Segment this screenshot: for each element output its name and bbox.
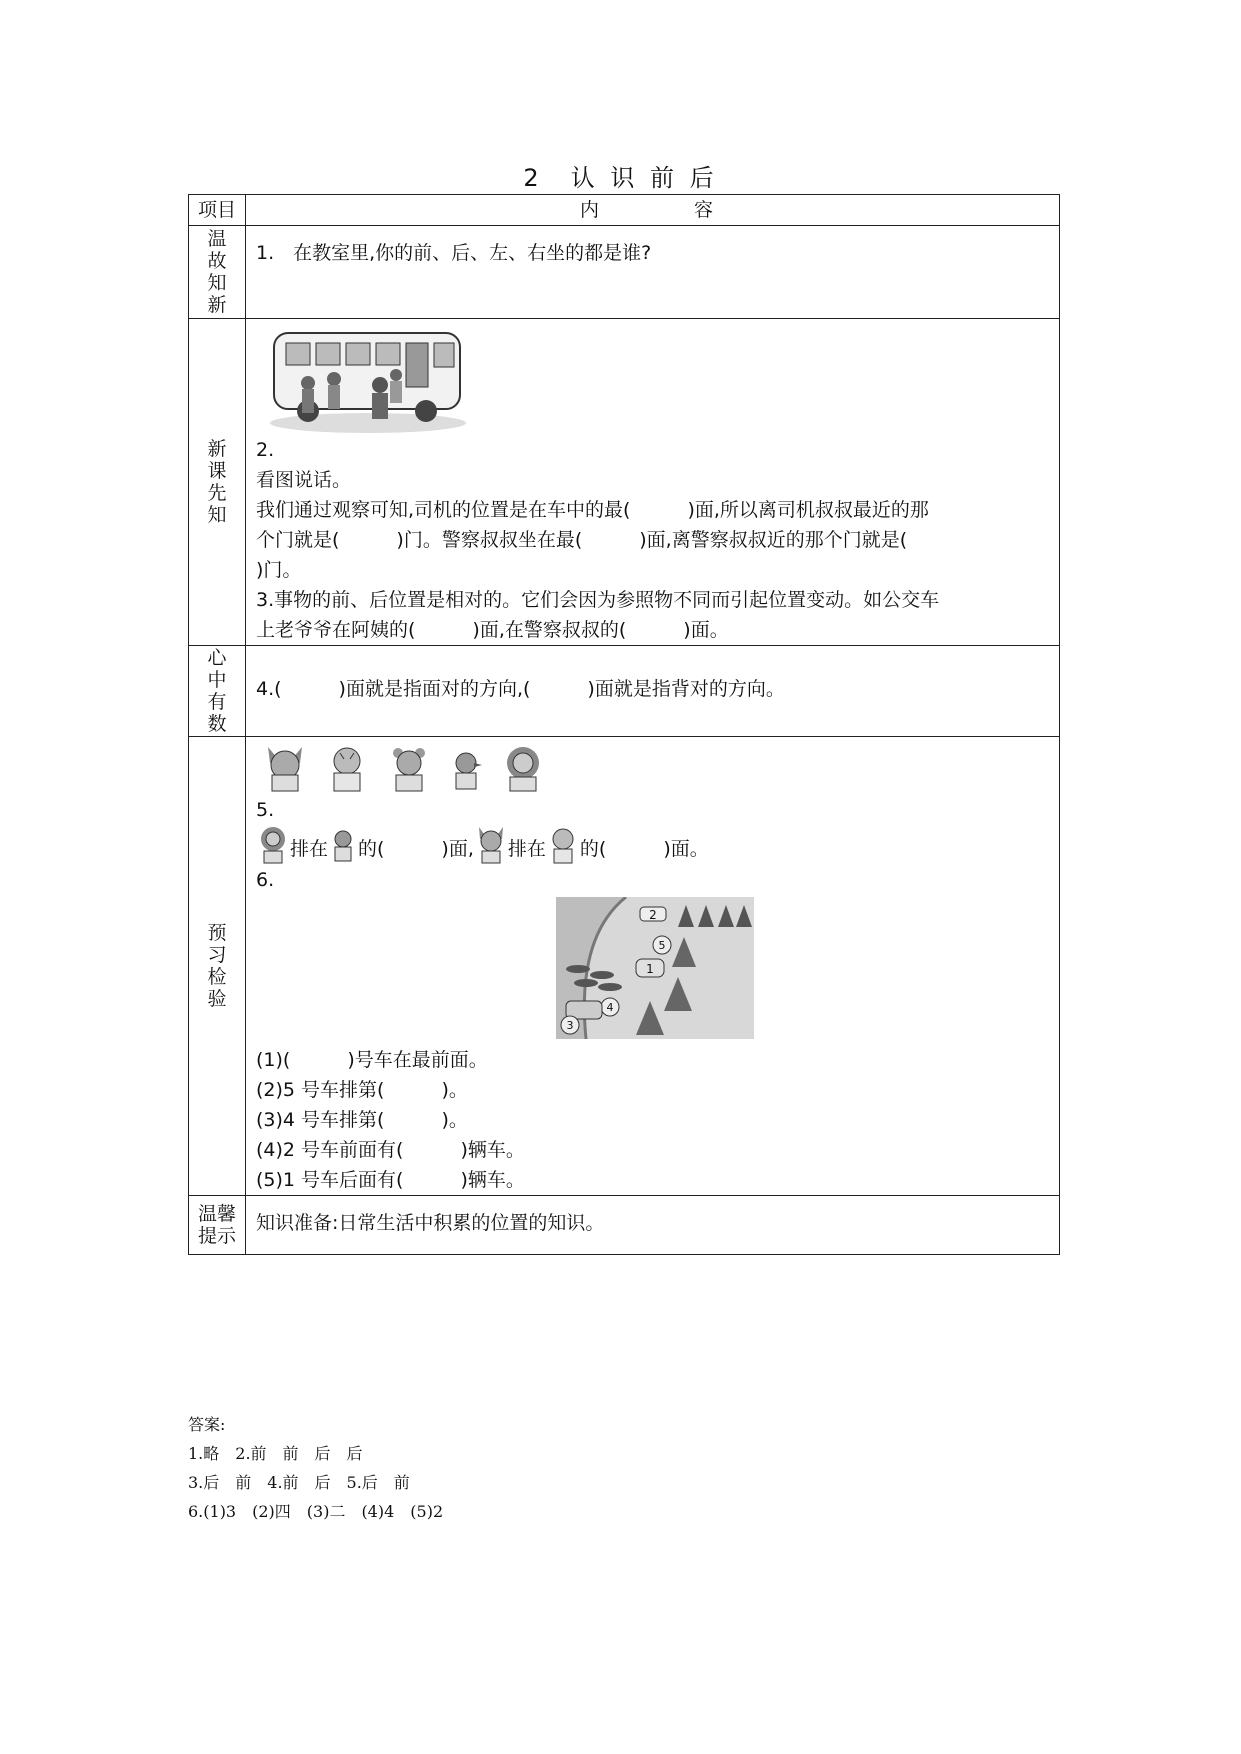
question-6-number: 6. [256, 869, 275, 891]
car-4-number: 4 [606, 1001, 614, 1014]
car-2 [640, 907, 666, 922]
animal-lineup [260, 743, 1047, 795]
row-label-review: 温故知新 [207, 228, 227, 316]
header-item: 项目 [189, 195, 246, 226]
car-4 [601, 998, 619, 1016]
answer-line-2: 3.后 前 4.前 后 5.后 前 [188, 1473, 410, 1492]
answer-key [188, 1410, 443, 1526]
worksheet-table [188, 194, 1060, 1255]
question-4: 4.( )面就是指面对的方向,( )面就是指背对的方向。 [256, 678, 785, 700]
row-label-know: 心中有数 [207, 647, 227, 735]
row-label-tips: 温馨提示 [197, 1203, 236, 1247]
question-5-text-b: 的( )面, [358, 838, 474, 860]
bird-icon [328, 825, 358, 865]
fox-icon [474, 825, 508, 865]
car-5 [653, 936, 671, 954]
question-6-part-1: (1)( )号车在最前面。 [256, 1049, 488, 1071]
tiger-icon [322, 743, 372, 795]
answer-line-1: 1.略 2.前 前 后 后 [188, 1444, 363, 1463]
table-header-row [189, 195, 1060, 226]
answer-heading: 答案: [188, 1415, 226, 1434]
question-6-part-4: (4)2 号车前面有( )辆车。 [256, 1139, 525, 1161]
row-know [189, 646, 1060, 737]
question-2-line-1: 我们通过观察可知,司机的位置是在车中的最( )面,所以离司机叔叔最近的那 [256, 499, 929, 521]
question-6-part-5: (5)1 号车后面有( )辆车。 [256, 1169, 525, 1191]
lion-icon [256, 825, 290, 865]
question-6-part-2: (2)5 号车排第( )。 [256, 1079, 468, 1101]
question-5-text-a: 排在 [290, 838, 329, 860]
fox-icon [260, 743, 310, 795]
tips-text: 知识准备:日常生活中积累的位置的知识。 [256, 1212, 605, 1234]
tiger-icon [546, 825, 580, 865]
bird-icon [446, 743, 486, 795]
bear-icon [384, 743, 434, 795]
row-review [189, 226, 1060, 319]
car-5-number: 5 [658, 939, 666, 952]
header-content: 内 容 [246, 195, 1060, 226]
car-3-number: 3 [566, 1019, 574, 1032]
row-label-check: 预习检验 [207, 922, 227, 1010]
car-1 [636, 959, 664, 977]
row-label-preview: 新课先知 [207, 438, 227, 526]
car-1-number: 1 [646, 962, 654, 976]
bus-illustration [268, 327, 468, 435]
row-preview [189, 319, 1060, 646]
question-5-text-d: 的( )面。 [579, 838, 709, 860]
question-2-prompt: 看图说话。 [256, 469, 352, 491]
question-5-text-c: 排在 [507, 838, 546, 860]
question-5-sentence [256, 825, 1047, 865]
row-tips [189, 1196, 1060, 1255]
question-3-line-1: 3.事物的前、后位置是相对的。它们会因为参照物不同而引起位置变动。如公交车 [256, 589, 940, 611]
question-5-number: 5. [256, 799, 275, 821]
question-3-line-2: 上老爷爷在阿姨的( )面,在警察叔叔的( )面。 [256, 619, 729, 641]
question-2-line-3: )门。 [256, 559, 302, 581]
question-2-line-2: 个门就是( )门。警察叔叔坐在最( )面,离警察叔叔近的那个门就是( [256, 529, 908, 551]
row-check [189, 737, 1060, 1196]
question-2-number: 2. [256, 439, 275, 461]
race-track-illustration [556, 897, 754, 1039]
answer-line-3: 6.(1)3 (2)四 (3)二 (4)4 (5)2 [188, 1502, 444, 1521]
question-1: 1. 在教室里,你的前、后、左、右坐的都是谁? [256, 242, 652, 264]
lion-icon [498, 743, 548, 795]
question-6-part-3: (3)4 号车排第( )。 [256, 1109, 468, 1131]
car-2-number: 2 [649, 908, 657, 922]
page-title: 2 认 识 前 后 [523, 164, 718, 192]
